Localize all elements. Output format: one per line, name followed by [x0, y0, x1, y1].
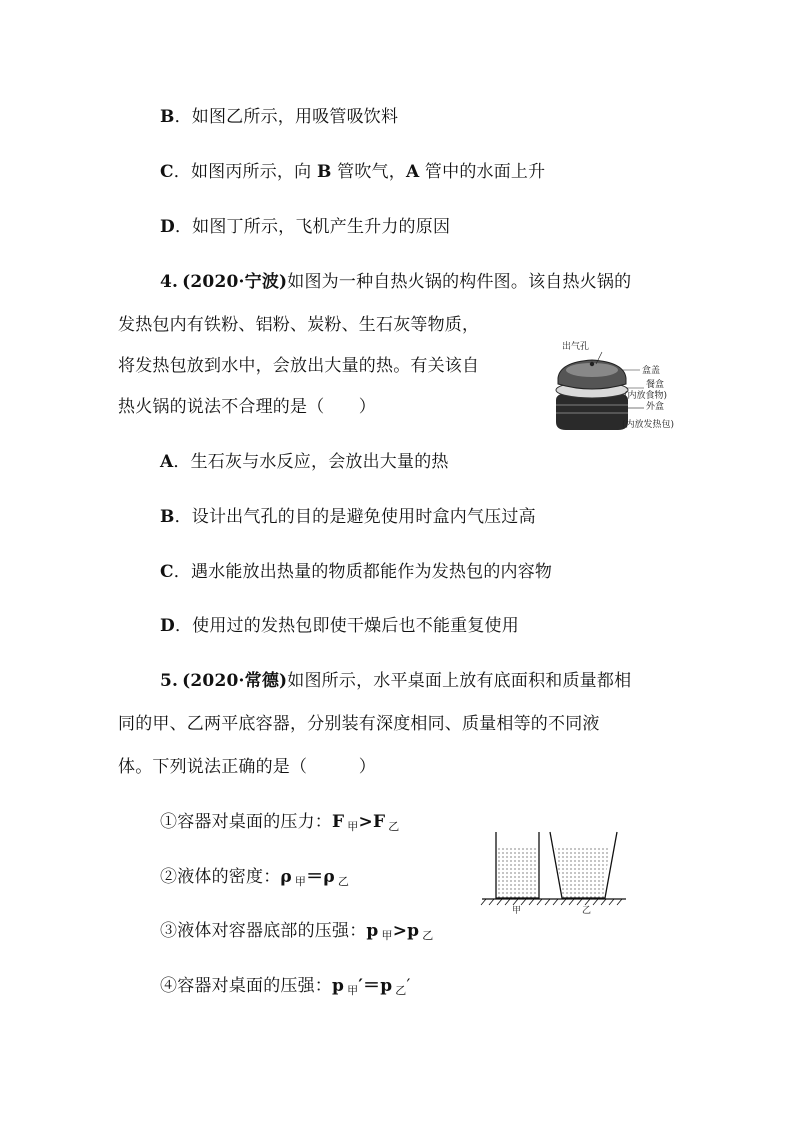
q3-option-c: C．如图丙所示，向 B 管吹气，A 管中的水面上升 — [160, 162, 546, 182]
lhs-subscript: 甲 — [381, 929, 393, 942]
containers-illustration — [478, 828, 630, 920]
q5-statement-1 — [160, 810, 399, 839]
option-text: 如图丁所示，飞机产生升力的原因 — [192, 217, 451, 237]
rhs-symbol: ρ — [323, 867, 335, 887]
statement-text: 容器对桌面的压强： — [177, 976, 333, 996]
statement-text: 容器对桌面的压力： — [177, 812, 333, 832]
lhs-symbol: p — [332, 976, 345, 996]
option-letter: B — [160, 507, 175, 527]
lhs-subscript: 甲 — [347, 820, 359, 833]
question-number: 5. — [160, 671, 179, 691]
statement-tail: ′ — [406, 976, 411, 996]
meal-box-note: (内放食物) — [624, 391, 668, 401]
option-letter: C — [160, 162, 174, 182]
lid-label: 盒盖 — [642, 366, 661, 376]
q4-option-b: B．设计出气孔的目的是避免使用时盒内气压过高 — [160, 507, 536, 527]
option-text-pre: 如图丙所示，向 — [190, 162, 317, 182]
hotpot-figure — [552, 340, 678, 436]
statement-text: 液体的密度： — [177, 867, 281, 887]
q4-stem-line4 — [118, 395, 376, 419]
statement-text: 液体对容器底部的压强： — [177, 921, 367, 941]
option-text-post: 管中的水面上升 — [419, 162, 546, 182]
option-text: 使用过的发热包即使干燥后也不能重复使用 — [192, 616, 519, 636]
stem-text: 发热包内有铁粉、铝粉、炭粉、生石灰等物质， — [118, 315, 480, 335]
rhs-subscript: 乙 — [388, 820, 400, 833]
q4-stem-line3 — [118, 354, 479, 378]
q5-stem-line2 — [118, 712, 600, 736]
outer-box-note: (内放发热包) — [622, 420, 675, 430]
container-right-label: 乙 — [582, 906, 592, 916]
tube-b: B — [316, 162, 332, 182]
tube-a: A — [405, 162, 420, 182]
option-letter: D — [160, 616, 175, 636]
statement-mark: ① — [160, 812, 178, 832]
q3-option-b: B．如图乙所示，用吸管吸饮料 — [160, 107, 399, 127]
vent-label: 出气孔 — [562, 342, 590, 352]
rhs-symbol: p — [407, 921, 420, 941]
statement-mark: ② — [160, 867, 178, 887]
operator: > — [358, 812, 373, 832]
q4-option-a: A．生石灰与水反应，会放出大量的热 — [160, 452, 449, 472]
q4-stem-line2 — [118, 313, 479, 337]
q5-stem-line3 — [118, 755, 376, 779]
meal-box-label: 餐盒 — [646, 380, 665, 390]
lhs-symbol: p — [366, 921, 379, 941]
stem-text: 如图为一种自热火锅的构件图。该自热火锅的 — [287, 272, 632, 292]
option-text-mid: 管吹气， — [331, 162, 406, 182]
option-letter: B — [160, 107, 175, 127]
option-text: 如图乙所示，用吸管吸饮料 — [191, 107, 399, 127]
statement-mark: ④ — [160, 976, 178, 996]
operator: > — [392, 921, 408, 941]
stem-text: 同的甲、乙两平底容器，分别装有深度相同、质量相等的不同液 — [118, 714, 600, 734]
option-letter: D — [160, 217, 175, 237]
option-text: 生石灰与水反应，会放出大量的热 — [190, 452, 449, 472]
q3-option-d: D．如图丁所示，飞机产生升力的原因 — [160, 217, 451, 237]
lhs-subscript: 甲 — [347, 984, 359, 997]
question-source: (2020·常德) — [182, 671, 288, 691]
q5-stem-line1 — [160, 669, 631, 693]
question-source: (2020·宁波) — [182, 272, 288, 292]
q5-statement-4 — [160, 974, 411, 1003]
lhs-symbol: F — [332, 812, 345, 832]
option-text: 遇水能放出热量的物质都能作为发热包的内容物 — [190, 562, 553, 582]
stem-text: 将发热包放到水中，会放出大量的热。有关该自 — [118, 356, 480, 376]
q5-statement-3 — [160, 919, 433, 948]
rhs-symbol: F — [372, 812, 386, 832]
option-letter: C — [160, 562, 174, 582]
q4-stem-line1 — [160, 270, 631, 294]
rhs-symbol: p — [380, 976, 393, 996]
rhs-subscript: 乙 — [422, 929, 434, 942]
outer-box-label: 外盒 — [646, 402, 665, 412]
operator: ′＝ — [358, 976, 381, 996]
q4-option-c: C．遇水能放出热量的物质都能作为发热包的内容物 — [160, 562, 553, 582]
stem-text: 如图所示，水平桌面上放有底面积和质量都相 — [287, 671, 632, 691]
option-letter: A — [160, 452, 174, 472]
rhs-subscript: 乙 — [337, 875, 350, 888]
rhs-subscript: 乙 — [395, 984, 407, 997]
statement-mark: ③ — [160, 921, 178, 941]
q4-option-d: D．使用过的发热包即使干燥后也不能重复使用 — [160, 616, 519, 636]
operator: ＝ — [306, 867, 324, 887]
stem-text: 体。下列说法正确的是（ ） — [118, 757, 376, 777]
lhs-subscript: 甲 — [294, 875, 307, 888]
option-text: 设计出气孔的目的是避免使用时盒内气压过高 — [191, 507, 536, 527]
container-left-label: 甲 — [512, 906, 522, 916]
lhs-symbol: ρ — [280, 867, 292, 887]
q5-statement-2 — [160, 865, 349, 894]
containers-figure — [478, 828, 630, 920]
question-number: 4. — [160, 272, 179, 292]
stem-text: 热火锅的说法不合理的是（ ） — [118, 397, 376, 417]
